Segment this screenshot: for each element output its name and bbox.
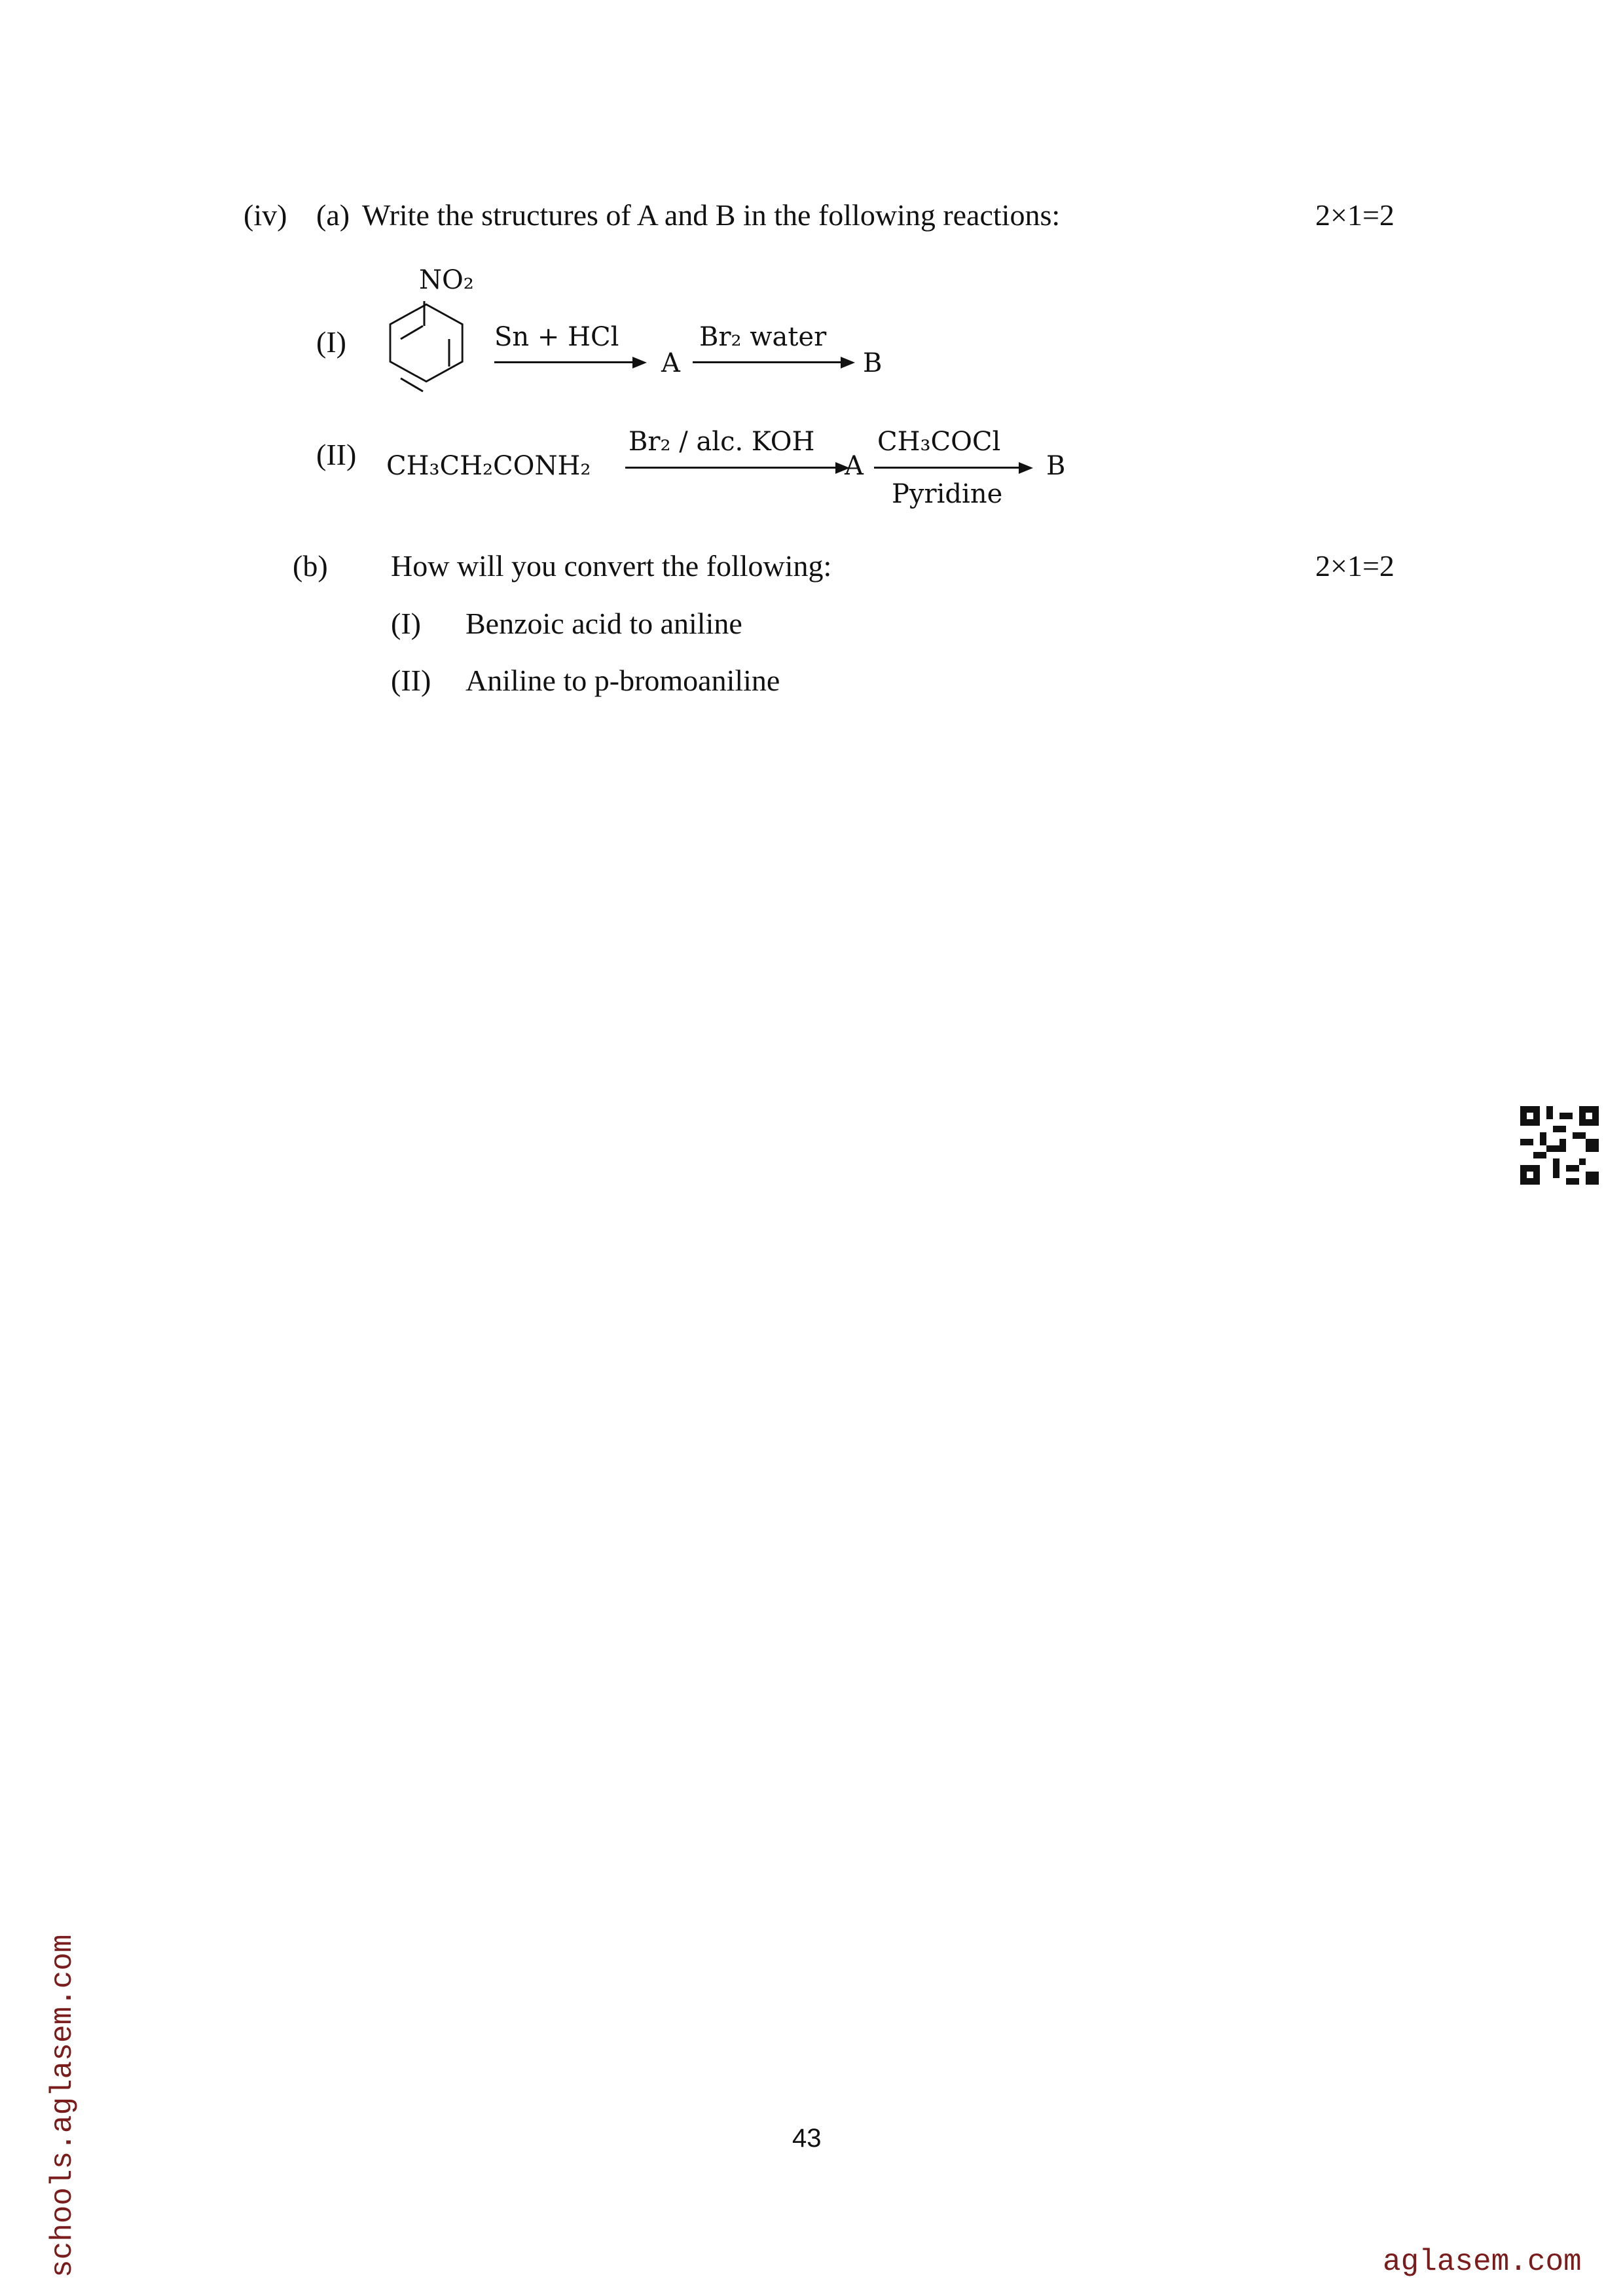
reaction-1-arrow-1	[494, 361, 635, 363]
reaction-2-label: (II)	[316, 438, 357, 471]
reaction-2-reagent-2-top: CH₃COCl	[877, 427, 1001, 457]
reaction-2-arrow-1	[625, 467, 838, 469]
part-b-item-1-text: Benzoic acid to aniline	[465, 607, 742, 640]
reaction-1-intermediate: A	[661, 348, 680, 378]
part-b-item-1-label: (I)	[391, 607, 421, 640]
nitro-group-label: NO₂	[419, 265, 474, 295]
arrow-head-icon	[841, 357, 855, 368]
reaction-2-arrow-2	[874, 467, 1021, 469]
reaction-2-product: B	[1046, 451, 1066, 481]
part-a-marks: 2×1=2	[1315, 198, 1395, 232]
part-b-question-text: How will you convert the following:	[391, 549, 832, 583]
part-b-item-2-label: (II)	[391, 664, 431, 697]
reaction-2-reagent-1: Br₂ / alc. KOH	[629, 427, 815, 457]
arrow-head-icon	[632, 357, 647, 368]
part-a-question-text: Write the structures of A and B in the following reactions:	[362, 198, 1061, 232]
part-a-label: (a)	[316, 198, 350, 232]
part-b-marks: 2×1=2	[1315, 549, 1395, 583]
reaction-1-reagent-2: Br₂ water	[699, 322, 827, 352]
reaction-2-reagent-2-bottom: Pyridine	[892, 479, 1003, 509]
part-b-item-2-text: Aniline to p-bromoaniline	[465, 664, 780, 697]
reaction-1-reagent-1: Sn + HCl	[494, 322, 619, 352]
footer-watermark: aglasem.com	[1383, 2245, 1582, 2279]
qr-code-icon	[1520, 1106, 1599, 1185]
side-watermark: schools.aglasem.com	[46, 1934, 80, 2278]
reaction-1-product: B	[863, 348, 883, 378]
reaction-1-label: (I)	[316, 325, 346, 359]
question-number: (iv)	[244, 198, 287, 232]
reaction-2-reactant: CH₃CH₂CONH₂	[386, 451, 591, 481]
page-number: 43	[792, 2124, 822, 2153]
reaction-2-intermediate: A	[845, 451, 864, 481]
reaction-1-arrow-2	[693, 361, 843, 363]
arrow-head-icon	[1019, 462, 1033, 474]
part-b-label: (b)	[293, 549, 328, 583]
